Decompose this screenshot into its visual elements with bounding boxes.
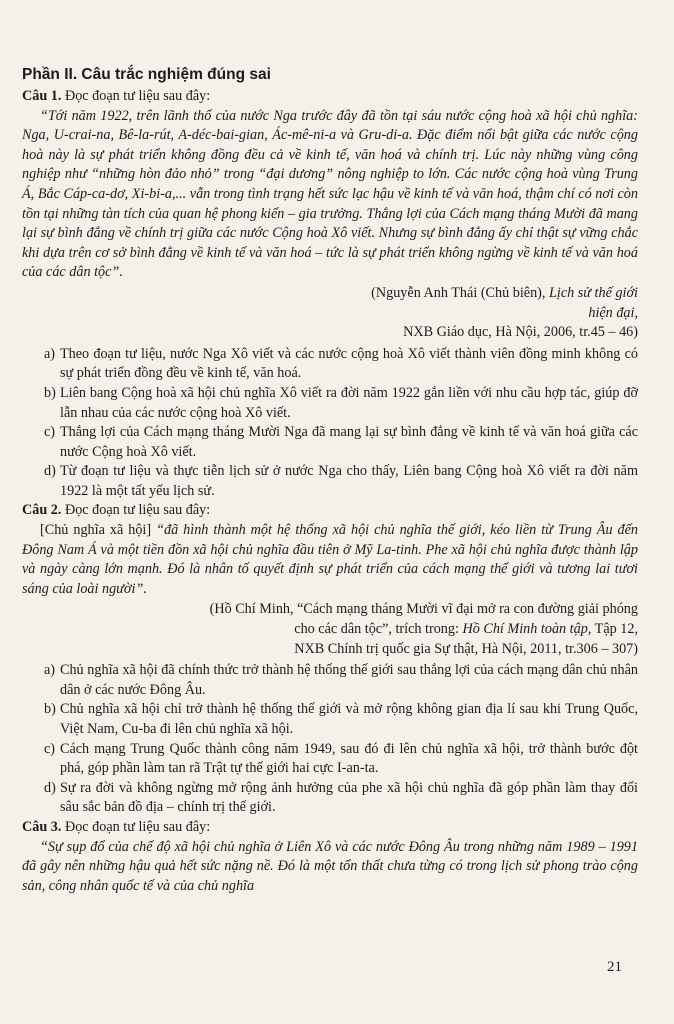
option-1a [22,345,638,384]
page-number: 21 [607,959,622,975]
source-book-title: Lịch sử thế giới hiện đại, [548,284,638,321]
question-1-source [22,284,638,343]
question-2-options [22,661,638,818]
option-1d [22,462,638,501]
question-1-label: Câu 1. [22,88,62,104]
option-label: d) [44,779,56,796]
option-label: c) [44,424,56,441]
option-label: c) [44,740,56,757]
option-text: Cách mạng Trung Quốc thành công năm 1949, sau đó đi lên chủ nghĩa xã hội, trở thành bước đột phá, góp phần làm tan rã Trật tự thế giới hai cực I-an-ta. [60,740,638,777]
option-text: Chủ nghĩa xã hội đã chính thức trở thành hệ thống thế giới sau thắng lợi của cách mạng dân chủ nhân dân ở các nước Đông Âu. [60,662,638,698]
source-volume: , Tập 12, [587,621,638,638]
question-2-source-line-2 [140,620,638,640]
question-3-label: Câu 3. [22,818,62,835]
option-2c [22,740,638,779]
option-label: a) [44,345,56,362]
question-1-quote: “Tới năm 1922, trên lãnh thổ của nước Nga trước đây đã tồn tại sáu nước cộng hoà xã hội chủ nghĩa: Nga, U-crai-na, Bê-la-rút, A-déc-bai-gian, Ác-mê-ni-a và Gru-di-a. Đặc điểm nổi bật giữa các nước cộng hoà này là sự phát triển không đồng đều cả về kinh tế, văn hoá và chính trị. Lúc này những vùng công nghiệp như “những hòn đảo nhỏ” trong “đại dương” nông nghiệp to lớn. Các nước cộng hoà vùng Trung Á, Bắc Cáp-ca-dơ, Xi-bi-a,... vẫn trong tình trạng hết sức lạc hậu về kinh tế và văn hoá, thậm chí có nơi còn tồn tại những tàn tích của quan hệ phong kiến – gia trưởng. Thắng lợi của Cách mạng tháng Mười đã mang lại sự bình đẳng về chính trị giữa các nước Cộng hoà Xô viết. Nhưng sự bình đẳng ấy chỉ thật sự vững chắc khi dựa trên cơ sở bình đẳng về kinh tế và văn hoá – tức là sự phát triển không ngừng về kinh tế và văn hoá của các dân tộc”. [22,107,638,281]
question-3 [22,818,638,896]
option-2a [22,661,638,700]
quote-intro: [Chủ nghĩa xã hội] [40,522,157,539]
question-2-source [22,600,638,659]
option-text: Sự ra đời và không ngừng mở rộng ảnh hưởng của phe xã hội chủ nghĩa đã góp phần làm thay đổi sâu sắc bản đồ địa – chính trị thế giới. [60,779,638,816]
question-1-options [22,345,638,502]
question-1-heading [22,87,638,107]
question-3-prompt: Đọc đoạn tư liệu sau đây: [64,818,211,835]
question-2-quote [22,521,638,599]
option-text: Chủ nghĩa xã hội chỉ trở thành hệ thống thế giới và mở rộng không gian địa lí sau khi Trung Quốc, Việt Nam, Cu-ba đi lên chủ nghĩa xã hội. [60,701,638,737]
option-1c [22,423,638,462]
question-3-heading [22,818,638,838]
option-text: Từ đoạn tư liệu và thực tiễn lịch sử ở nước Nga cho thấy, Liên bang Cộng hoà Xô viết ra đời năm 1922 là một tất yếu lịch sử. [60,463,638,499]
question-1-prompt: Đọc đoạn tư liệu sau đây: [64,88,211,104]
source-book-title: Hồ Chí Minh toàn tập [462,621,588,638]
source-article: cho các dân tộc”, trích trong: [294,621,463,638]
question-1-source-line-2: NXB Giáo dục, Hà Nội, 2006, tr.45 – 46) [403,324,638,341]
question-2-source-line-3: NXB Chính trị quốc gia Sự thật, Hà Nội, 2011, tr.306 – 307) [294,640,638,657]
option-text: Theo đoạn tư liệu, nước Nga Xô viết và các nước cộng hoà Xô viết thành viên đồng minh không có sự phát triển đồng đều về kinh tế, văn hoá. [60,345,638,382]
source-author: (Nguyễn Anh Thái (Chủ biên), [371,284,549,301]
option-label: d) [44,463,56,480]
option-1b [22,384,638,423]
question-2 [22,501,638,818]
quote-text: “đã hình thành một hệ thống xã hội chủ nghĩa thế giới, kéo liền từ Trung Âu đến Đông Nam Á và một tiền đồn xã hội chủ nghĩa đầu tiên ở Mỹ La-tinh. Phe xã hội chủ nghĩa được thành lập và ngày càng lớn mạnh. Đó là nhân tố quyết định sự phát triển của cách mạng thế giới và tương lai tươi sáng của loài người”. [22,522,639,597]
option-text: Liên bang Cộng hoà xã hội chủ nghĩa Xô viết ra đời năm 1922 gắn liền với nhu cầu hợp tác, giúp đỡ lẫn nhau của các nước cộng hoà Xô viết. [60,384,638,421]
page-content [22,64,638,896]
option-label: b) [44,701,56,718]
option-label: a) [44,662,56,679]
option-2d [22,779,638,818]
question-1 [22,87,638,501]
option-label: b) [44,384,56,401]
question-1-source-line-1 [348,284,638,323]
question-2-heading [22,501,638,521]
option-2b [22,700,638,739]
question-2-label: Câu 2. [22,502,62,519]
section-title: Phần II. Câu trắc nghiệm đúng sai [22,66,271,83]
option-text: Thắng lợi của Cách mạng tháng Mười Nga đã mang lại sự bình đẳng về kinh tế và văn hoá giữa các nước Cộng hoà Xô viết. [60,424,638,460]
question-3-quote: “Sự sụp đổ của chế độ xã hội chủ nghĩa ở Liên Xô và các nước Đông Âu trong những năm 1989 – 1991 đã gây nên những hậu quả hết sức nặng nề. Đó là một tổn thất chưa từng có trong lịch sử phong trào cộng sản, công nhân quốc tế và của chủ nghĩa [22,838,638,894]
question-2-prompt: Đọc đoạn tư liệu sau đây: [64,502,211,519]
question-2-source-line-1: (Hồ Chí Minh, “Cách mạng tháng Mười vĩ đại mở ra con đường giải phóng [209,601,638,618]
